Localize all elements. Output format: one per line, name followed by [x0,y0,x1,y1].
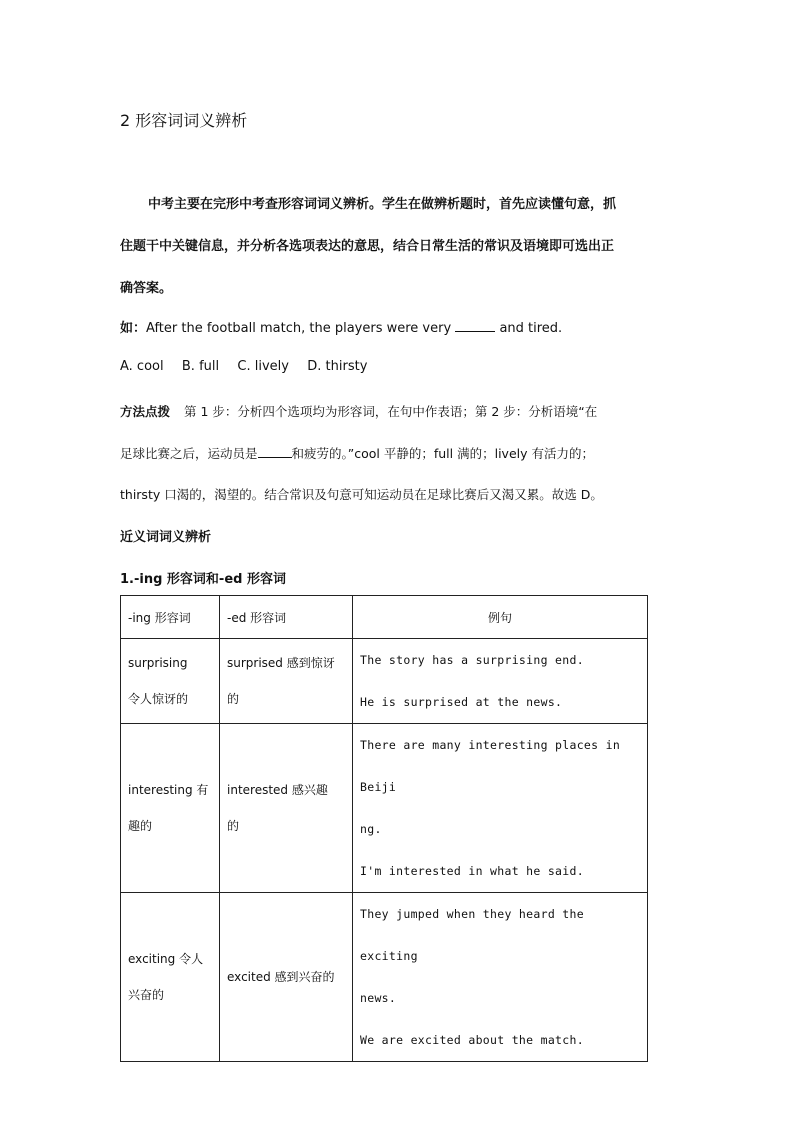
ed-meaning: 的 [227,819,240,833]
table-row [121,893,648,1062]
example-text: He is surprised at the news. [360,695,563,709]
ed-cell [220,893,353,1062]
ed-word: surprised 感到惊讶 [227,656,335,670]
ing-cell [121,639,220,724]
intro-line-1: 中考主要在完形中考查形容词词义辨析。学生在做辨析题时，首先应读懂句意，抓 [148,197,617,212]
header-ing: -ing 形容词 [121,596,220,639]
section-heading: 近义词词义辨析 [120,530,212,545]
method-line-2 [120,444,594,462]
intro-line-2: 住题干中关键信息，并分析各选项表达的意思，结合日常生活的常识及语境即可选出正 [120,239,615,254]
example-text: The story has a surprising end. [360,653,584,667]
header-example: 例句 [353,596,648,639]
example-cell [353,724,648,893]
option-a: A. cool [120,359,164,374]
ed-cell [220,639,353,724]
ed-meaning: 的 [227,692,240,706]
ed-word: interested 感兴趣 [227,783,328,797]
option-b: B. full [181,359,220,374]
ing-cell [121,893,220,1062]
example-text: They jumped when they heard the exciting [360,907,584,963]
example-text: There are many interesting places in Beiji [360,738,621,794]
answer-blank [455,320,495,332]
method-text-2-start: 足球比赛之后，运动员是 [120,446,258,461]
ing-cell [121,724,220,893]
method-text-2-end: 和疲劳的。”cool 平静的；full 满的；lively 有活力的； [291,446,594,461]
ed-cell [220,724,353,893]
intro-line-3: 确答案。 [120,281,173,296]
method-text-1: 第 1 步：分析四个选项均为形容词，在句中作表语；第 2 步：分析语境“在 [183,404,598,419]
page-title: 2 形容词词义辨析 [120,111,248,130]
method-line-1 [120,402,597,420]
method-line-3: thirsty 口渴的，渴望的。结合常识及句意可知运动员在足球比赛后又渴又累。故选 D。 [120,487,603,502]
example-text: ng. [360,822,382,836]
example-text: news. [360,991,397,1005]
ing-meaning: 兴奋的 [128,988,165,1002]
method-blank [258,446,292,458]
ed-word: excited 感到兴奋的 [227,970,335,984]
ing-word: surprising [128,656,188,670]
example-options [120,359,367,374]
example-text: We are excited about the match. [360,1033,584,1047]
ing-word: interesting 有 [128,783,209,797]
header-ed: -ed 形容词 [220,596,353,639]
table-header-row [121,596,648,639]
example-sentence-start: After the football match, the players were very [146,321,452,336]
subsection-heading: 1.-ing 形容词和-ed 形容词 [120,572,286,587]
example-prefix: 如： [120,321,147,336]
ing-meaning: 令人惊讶的 [128,692,189,706]
table-row [121,724,648,893]
option-d: D. thirsty [307,359,368,374]
table-row [121,639,648,724]
adjective-table [120,595,648,1062]
example-cell [353,639,648,724]
example-cell [353,893,648,1062]
option-c: C. lively [237,359,289,374]
example-sentence-end: and tired. [499,321,563,336]
ing-meaning: 趣的 [128,819,153,833]
method-label: 方法点拨 [120,404,171,419]
example-text: I'm interested in what he said. [360,864,584,878]
example-sentence [120,317,562,336]
ing-word: exciting 令人 [128,952,204,966]
